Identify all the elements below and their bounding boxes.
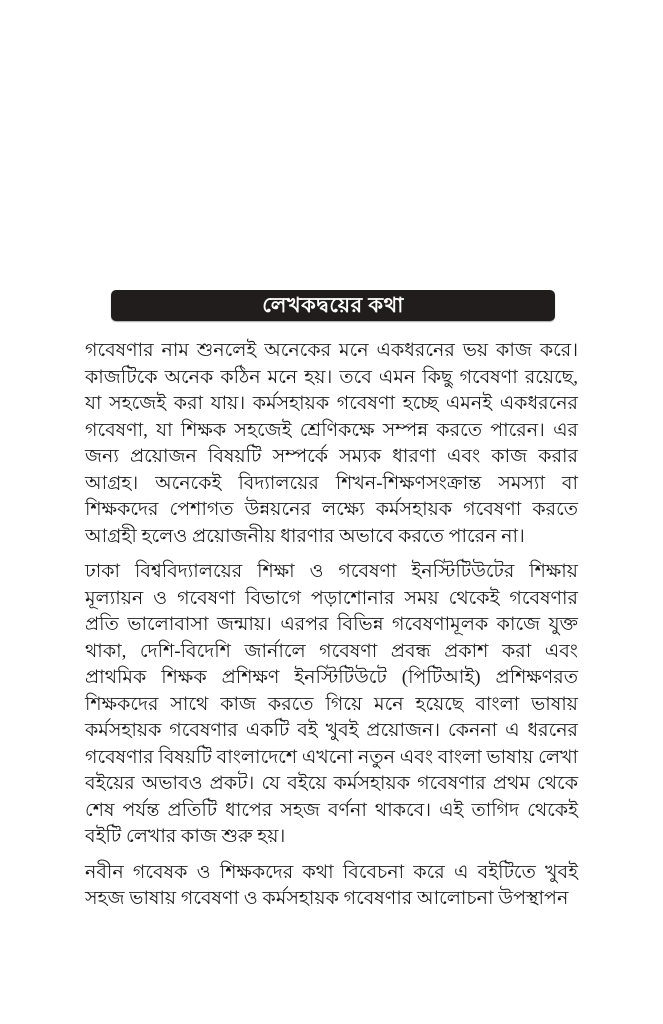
section-title-banner [111, 290, 555, 321]
page-body [85, 338, 578, 913]
paragraph-2: ঢাকা বিশ্ববিদ্যালয়ের শিক্ষা ও গবেষণা ইনস্টিটিউটের শিক্ষায় মূল্যায়ন ও গবেষণা বিভাগে পড়াশোনার সময় থেকেই গবেষণার প্রতি ভালোবাসা জন্মায়। এরপর বিভিন্ন গবেষণামূলক কাজে যুক্ত থাকা, দেশি-বিদেশি জার্নালে গবেষণা প্রবন্ধ প্রকাশ করা এবং প্রাথমিক শিক্ষক প্রশিক্ষণ ইনস্টিটিউটে (পিটিআই) প্রশিক্ষণরত শিক্ষকদের সাথে কাজ করতে গিয়ে মনে হয়েছে বাংলা ভাষায় কর্মসহায়ক গবেষণার একটি বই খুবই প্রয়োজন। কেননা এ ধরনের গবেষণার বিষয়টি বাংলাদেশে এখনো নতুন এবং বাংলা ভাষায় লেখা বইয়ের অভাবও প্রকট। যে বইয়ে কর্মসহায়ক গবেষণার প্রথম থেকে শেষ পর্যন্ত প্রতিটি ধাপের সহজ বর্ণনা থাকবে। এই তাগিদ থেকেই বইটি লেখার কাজ শুরু হয়। [85, 561, 578, 847]
section-title: লেখকদ্বয়ের কথা [262, 293, 404, 317]
paragraph-1: গবেষণার নাম শুনলেই অনেকের মনে একধরনের ভয় কাজ করে। কাজটিকে অনেক কঠিন মনে হয়। তবে এমন কিছু গবেষণা রয়েছে, যা সহজেই করা যায়। কর্মসহায়ক গবেষণা হচ্ছে এমনই একধরনের গবেষণা, যা শিক্ষক সহজেই শ্রেণিকক্ষে সম্পন্ন করতে পারেন। এর জন্য প্রয়োজন বিষয়টি সম্পর্কে সম্যক ধারণা এবং কাজ করার আগ্রহ। অনেকেই বিদ্যালয়ের শিখন-শিক্ষণসংক্রান্ত সমস্যা বা শিক্ষকদের পেশাগত উন্নয়নের লক্ষ্যে কর্মসহায়ক গবেষণা করতে আগ্রহী হলেও প্রয়োজনীয় ধারণার অভাবে করতে পারেন না। [85, 340, 578, 547]
paragraph-3: নবীন গবেষক ও শিক্ষকদের কথা বিবেচনা করে এ বইটিতে খুবই সহজ ভাষায় গবেষণা ও কর্মসহায়ক গবেষণার আলোচনা উপস্থাপন [85, 861, 578, 909]
